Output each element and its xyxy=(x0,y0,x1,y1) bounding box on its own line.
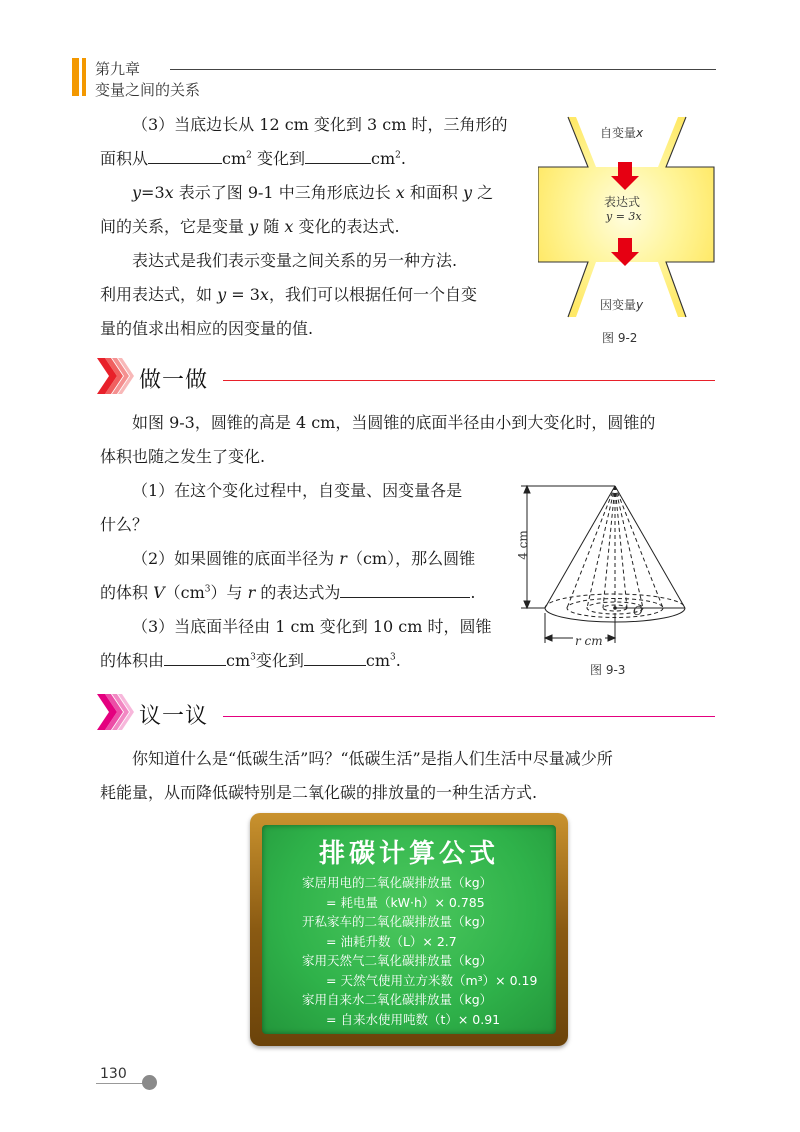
formula-line: = 油耗升数（L）× 2.7 xyxy=(326,933,457,949)
discuss-line2: 耗能量，从而降低碳特别是二氧化碳的排放量的一种生活方式. xyxy=(100,783,538,802)
formula-line: = 耗电量（kW·h）× 0.785 xyxy=(326,894,485,910)
q3-line2: 的体积由 $cm^3$变化到 $cm^3$. xyxy=(100,651,401,670)
formula-line: 家用天然气二氧化碳排放量（kg） xyxy=(302,953,493,968)
section-discuss-text xyxy=(100,742,720,810)
chapter-label: 第九章 xyxy=(95,60,141,78)
expr-para-line1: y=3x 表示了图 9-1 中三角形底边长 x 和面积 y 之 xyxy=(132,183,494,202)
dependent-label: 因变量y xyxy=(600,298,644,312)
method-para-line1: 表达式是我们表示变量之间关系的另一种方法. xyxy=(132,251,458,270)
q2-line1: （2）如果圆锥的底面半径为 r（cm），那么圆锥 xyxy=(132,549,476,568)
method-para-line2: 利用表达式，如 y = 3x，我们可以根据任何一个自变 xyxy=(100,285,477,304)
q1-line1: （1）在这个变化过程中，自变量、因变量各是 xyxy=(132,481,463,500)
height-label: 4 cm xyxy=(516,530,530,560)
formula-line: 开私家车的二氧化碳排放量（kg） xyxy=(302,914,493,929)
formula-line: 家用自来水二氧化碳排放量（kg） xyxy=(302,992,493,1007)
formula-line: = 自来水使用吨数（t）× 0.91 xyxy=(326,1011,501,1027)
q3-line2: 面积从 $cm^2$ 变化到 $cm^2$. xyxy=(100,149,406,168)
figure-9-2-caption: 图 9-2 xyxy=(602,331,638,345)
section-do-rule xyxy=(223,380,715,381)
section-discuss-title: 议一议 xyxy=(139,704,209,729)
method-para-line3: 量的值求出相应的因变量的值. xyxy=(100,319,314,338)
expression-label: 表达式 xyxy=(604,195,641,209)
chevrons-icon xyxy=(97,354,145,398)
intro-line2: 体积也随之发生了变化. xyxy=(100,447,266,466)
answer-blank[interactable] xyxy=(164,649,226,666)
discuss-line1: 你知道什么是“低碳生活”吗？“低碳生活”是指人们生活中尽量减少所 xyxy=(132,749,613,768)
chalkboard-surface xyxy=(262,825,556,1034)
figure-9-3-caption: 图 9-3 xyxy=(590,663,626,677)
section-do-questions xyxy=(100,474,510,678)
answer-blank[interactable] xyxy=(305,147,371,164)
top-text-block xyxy=(100,108,530,346)
q2-line2: 的体积 $V(cm^3)$与 r 的表达式为 . xyxy=(100,583,476,602)
header-accent-bar xyxy=(72,58,79,96)
chalkboard-formulas xyxy=(302,873,552,1029)
center-label: O xyxy=(633,604,643,618)
expression-formula: y = 3x xyxy=(606,210,642,223)
chalkboard-frame xyxy=(250,813,568,1046)
chevrons-icon xyxy=(97,690,145,734)
footer-dot xyxy=(142,1075,157,1090)
footer-rule xyxy=(96,1083,144,1084)
radius-label: r cm xyxy=(575,634,603,648)
q1-line2: 什么？ xyxy=(100,515,149,534)
independent-label: 自变量x xyxy=(600,126,644,140)
answer-blank[interactable] xyxy=(304,649,366,666)
section-do-heading xyxy=(97,354,717,398)
section-do-intro xyxy=(100,406,720,474)
cone-graphic xyxy=(515,478,720,653)
expr-para-line2: 间的关系，它是变量 y 随 x 变化的表达式. xyxy=(100,217,400,236)
q3-line1: （3）当底边长从 12 cm 变化到 3 cm 时，三角形的 xyxy=(132,115,508,134)
answer-blank[interactable] xyxy=(340,581,470,598)
formula-line: = 天然气使用立方米数（m³）× 0.19 xyxy=(326,972,538,988)
header-accent-bar-2 xyxy=(82,58,86,96)
intro-line1: 如图 9-3，圆锥的高是 4 cm，当圆锥的底面半径由小到大变化时，圆锥的 xyxy=(132,413,656,432)
figure-9-2 xyxy=(538,112,716,322)
page-number: 130 xyxy=(100,1066,127,1082)
answer-blank[interactable] xyxy=(148,147,222,164)
q3-line1: （3）当底面半径由 1 cm 变化到 10 cm 时，圆锥 xyxy=(132,617,492,636)
section-do-title: 做一做 xyxy=(139,368,209,393)
section-discuss-heading xyxy=(97,690,717,734)
chapter-title: 变量之间的关系 xyxy=(95,81,201,99)
figure-9-3 xyxy=(515,478,720,653)
formula-line: 家居用电的二氧化碳排放量（kg） xyxy=(302,875,493,890)
header-rule xyxy=(170,69,716,70)
section-discuss-rule xyxy=(223,716,715,717)
chalkboard-title: 排碳计算公式 xyxy=(318,839,499,869)
